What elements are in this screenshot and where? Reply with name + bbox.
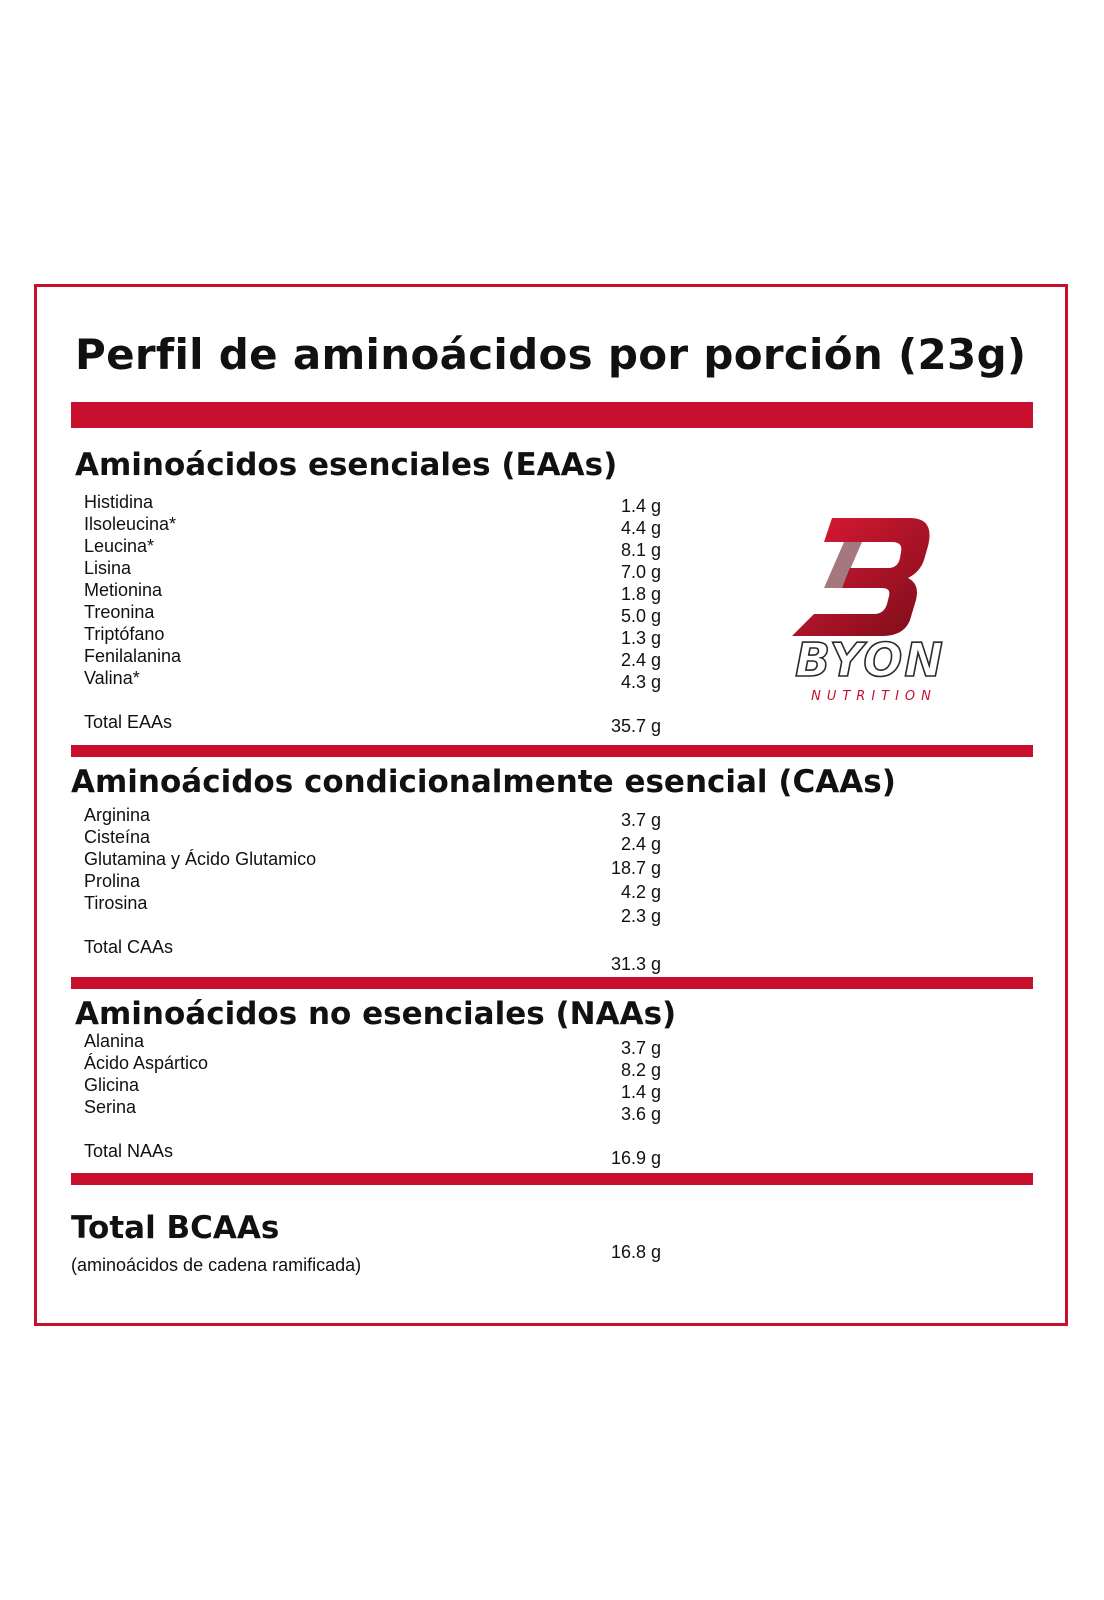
eaa-name: Leucina* [84,536,155,556]
caa-total-value: 31.3 g [610,954,661,974]
caa-name: Arginina [84,805,151,825]
naa-name: Alanina [84,1031,145,1051]
naas-heading: Aminoácidos no esenciales (NAAs) [75,996,677,1032]
eaa-value: 1.4 g [620,496,661,516]
eaa-name: Lisina [84,558,132,578]
bcaas-value: 16.8 g [610,1242,661,1262]
eaa-value: 4.4 g [620,518,661,538]
eaa-value: 7.0 g [620,562,661,582]
naa-total-value: 16.9 g [610,1148,661,1168]
divider-bar-caas [71,977,1033,989]
panel-border [34,284,1068,1326]
naa-name: Glicina [84,1075,140,1095]
naa-name: Serina [84,1097,137,1117]
eaa-value: 2.4 g [620,650,661,670]
caa-value: 2.3 g [620,906,661,926]
eaa-name: Histidina [84,492,154,512]
naa-value: 1.4 g [620,1082,661,1102]
caa-name: Tirosina [84,893,148,913]
caa-value: 4.2 g [620,882,661,902]
eaa-value: 8.1 g [620,540,661,560]
eaa-value: 4.3 g [620,672,661,692]
eaa-name: Triptófano [84,624,165,644]
naa-value: 3.7 g [620,1038,661,1058]
svg-text:BYON: BYON [795,633,945,687]
caa-name: Cisteína [84,827,151,847]
eaa-value: 1.3 g [620,628,661,648]
eaa-total-label: Total EAAs [84,712,173,732]
bcaas-subtitle: (aminoácidos de cadena ramificada) [71,1255,362,1275]
svg-text:NUTRITION: NUTRITION [811,689,937,704]
caas-heading: Aminoácidos condicionalmente esencial (CAAs) [71,764,896,800]
caa-total-label: Total CAAs [84,937,174,957]
caa-value: 18.7 g [610,858,661,878]
naa-value: 3.6 g [620,1104,661,1124]
caa-value: 2.4 g [620,834,661,854]
eaa-value: 5.0 g [620,606,661,626]
byon-logo-graphic [770,508,970,708]
naa-value: 8.2 g [620,1060,661,1080]
eaa-total-value: 35.7 g [610,716,661,736]
eaa-name: Valina* [84,668,140,688]
page-title: Perfil de aminoácidos por porción (23g) [75,330,1027,379]
caa-name: Glutamina y Ácido Glutamico [84,849,317,869]
divider-bar-naas [71,1173,1033,1185]
eaa-name: Fenilalanina [84,646,182,666]
caa-value: 3.7 g [620,810,661,830]
naa-name: Ácido Aspártico [84,1053,209,1073]
divider-bar-eaas [71,745,1033,757]
eaas-heading: Aminoácidos esenciales (EAAs) [75,447,618,483]
caa-name: Prolina [84,871,141,891]
eaa-name: Treonina [84,602,155,622]
eaa-name: Metionina [84,580,163,600]
eaa-value: 1.8 g [620,584,661,604]
byon-logo [770,508,970,708]
naa-total-label: Total NAAs [84,1141,174,1161]
divider-bar-top [71,402,1033,428]
bcaas-heading: Total BCAAs [71,1210,280,1246]
eaa-name: Ilsoleucina* [84,514,177,534]
